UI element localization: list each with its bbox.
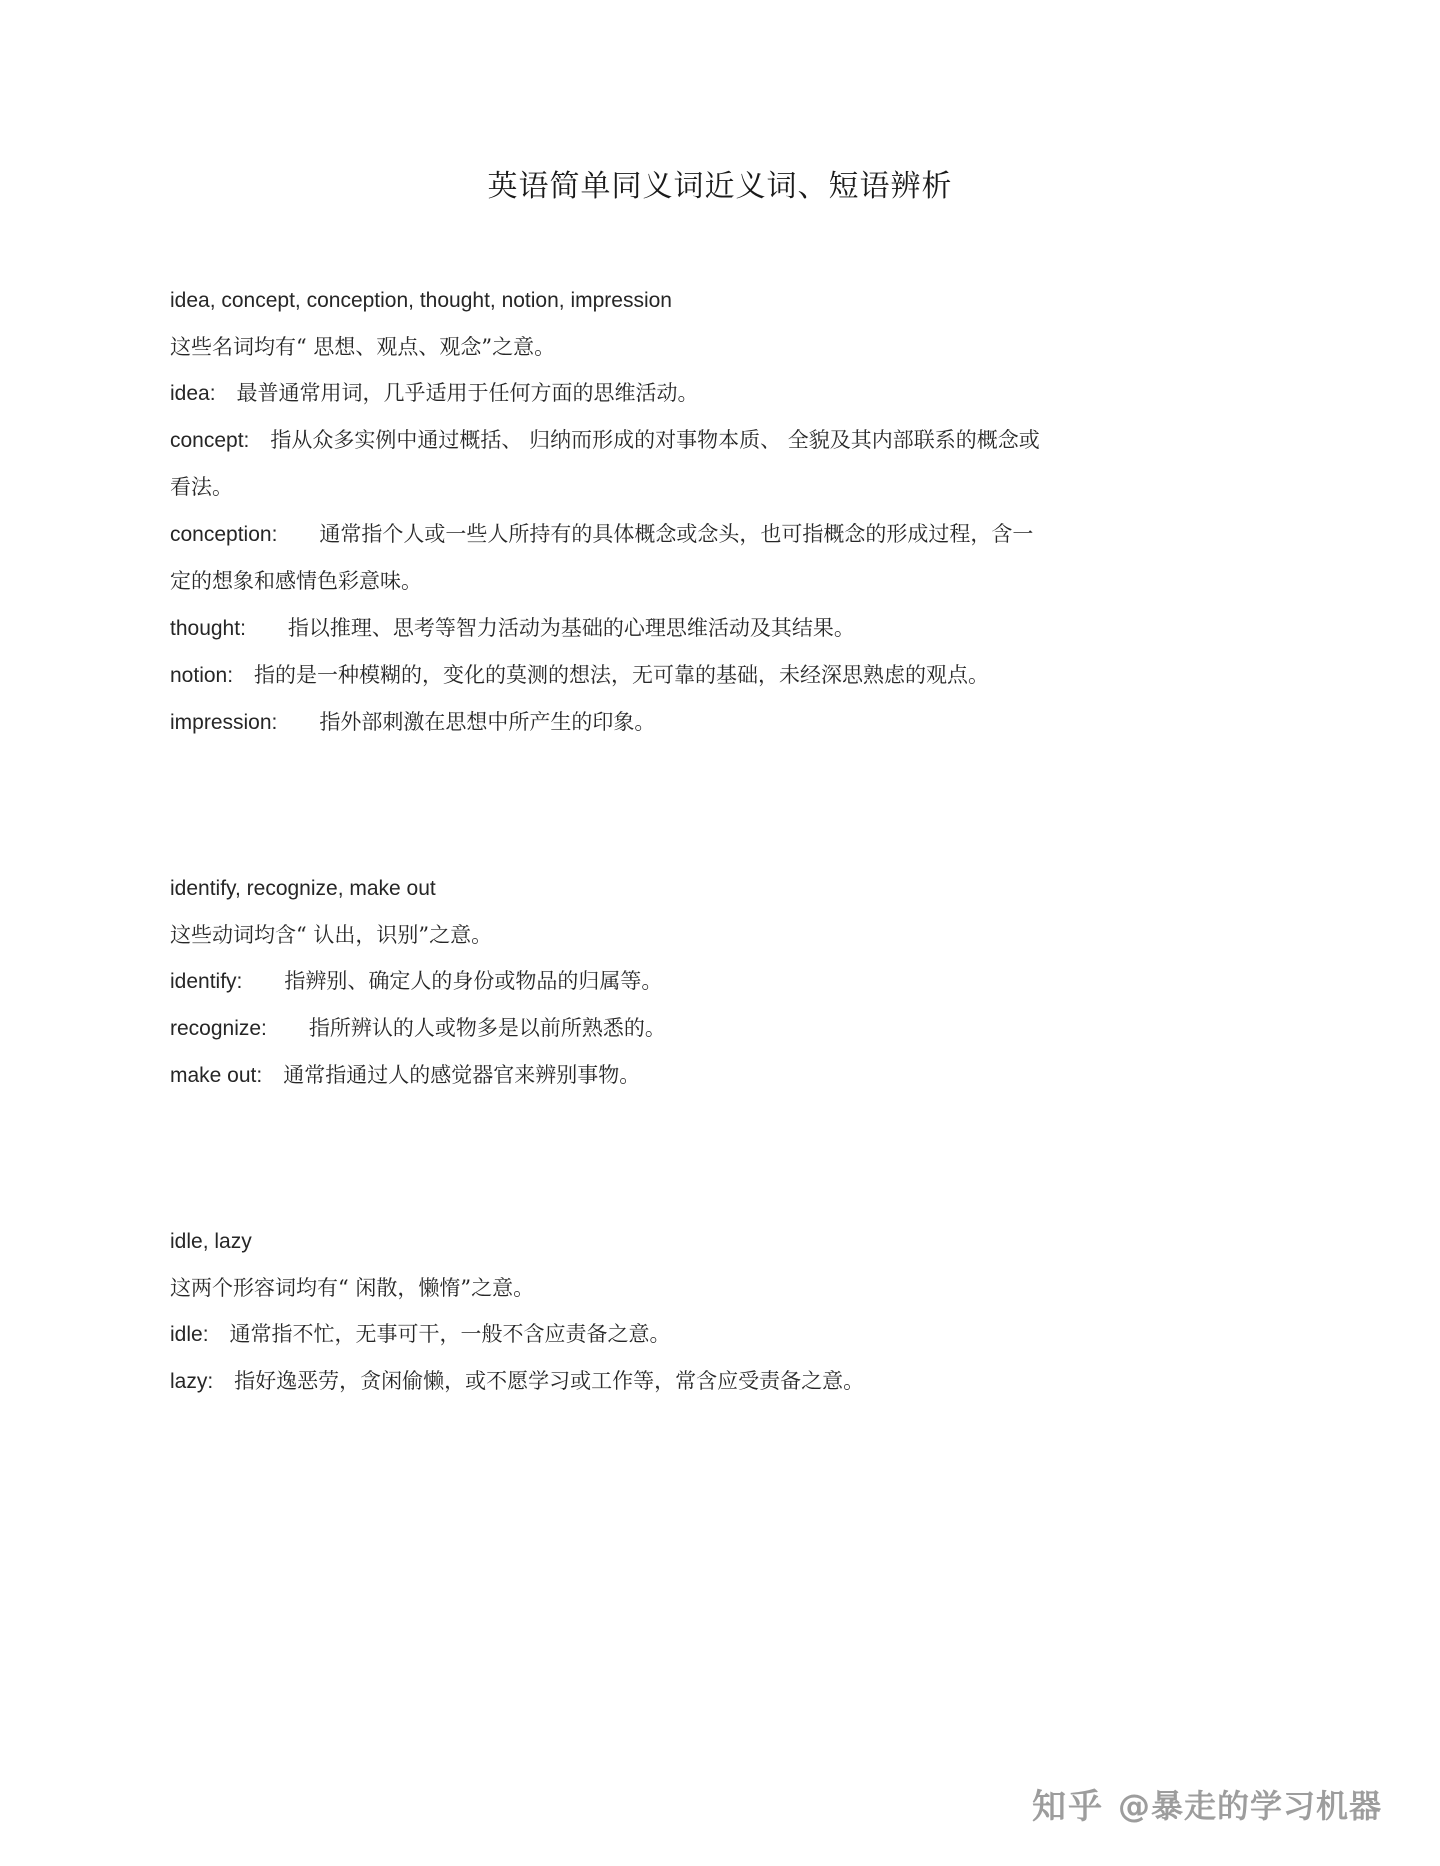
definition-term: conception: (170, 523, 278, 546)
definition-gloss: 指好逸恶劳，贪闲偷懒，或不愿学习或工作等，常含应受责备之意。 (213, 1369, 865, 1393)
section-block (170, 1219, 1270, 1405)
definition-gloss: 指辨别、确定人的身份或物品的归属等。 (242, 969, 663, 993)
page-title: 英语简单同义词近义词、短语辨析 (487, 169, 953, 204)
definition-term: idle: (170, 1323, 209, 1346)
definition-row (170, 652, 1050, 699)
definition-row (170, 1052, 1050, 1099)
definition-row (170, 1311, 1050, 1358)
definition-gloss: 指所辨认的人或物多是以前所熟悉的。 (266, 1016, 666, 1040)
definition-row (170, 511, 1050, 605)
section-spacer (170, 1099, 1270, 1219)
definition-row (170, 370, 1050, 417)
definition-term: make out: (170, 1064, 263, 1087)
definition-row (170, 1358, 1050, 1405)
section-block (170, 866, 1270, 1099)
watermark-handle: @暴走的学习机器 (1117, 1786, 1382, 1825)
definition-gloss: 通常指个人或一些人所持有的具体概念或念头，也可指概念的形成过程，含一定的想象和感情色彩意味。 (170, 522, 1034, 593)
section-summary: 这些动词均含“ 认出，识别”之意。 (170, 923, 493, 947)
definition-row (170, 417, 1050, 511)
definition-gloss: 通常指通过人的感觉器官来辨别事物。 (262, 1063, 641, 1087)
definition-term: notion: (170, 664, 234, 687)
definition-row (170, 605, 1050, 652)
section-spacer (170, 746, 1270, 866)
definition-row (170, 699, 1050, 746)
section-block (170, 278, 1270, 746)
definition-row (170, 958, 1050, 1005)
section-headword: idea, concept, conception, thought, notion, impression (170, 289, 672, 312)
section-headword: identify, recognize, make out (170, 877, 436, 900)
definition-gloss: 通常指不忙，无事可干，一般不含应责备之意。 (208, 1322, 671, 1346)
zhihu-logo: 知乎 (1031, 1787, 1104, 1827)
definition-gloss: 指的是一种模糊的，变化的莫测的想法，无可靠的基础，未经深思熟虑的观点。 (233, 663, 990, 687)
section-summary: 这两个形容词均有“ 闲散，懒惰”之意。 (170, 1276, 535, 1300)
section-summary: 这些名词均有“ 思想、观点、观念”之意。 (170, 335, 556, 359)
definition-gloss: 指外部刺激在思想中所产生的印象。 (277, 710, 656, 734)
definition-term: thought: (170, 617, 246, 640)
definition-term: lazy: (170, 1370, 214, 1393)
definition-gloss: 指以推理、思考等智力活动为基础的心理思维活动及其结果。 (245, 616, 855, 640)
definition-term: recognize: (170, 1017, 267, 1040)
definition-term: idea: (170, 382, 216, 405)
definition-term: identify: (170, 970, 243, 993)
definition-gloss: 最普通常用词，几乎适用于任何方面的思维活动。 (215, 381, 699, 405)
definition-term: concept: (170, 429, 250, 452)
definition-term: impression: (170, 711, 278, 734)
section-headword: idle, lazy (170, 1230, 252, 1253)
definition-row (170, 1005, 1050, 1052)
document-body (0, 278, 1440, 1405)
definition-gloss: 指从众多实例中通过概括、 归纳而形成的对事物本质、 全貌及其内部联系的概念或看法。 (170, 428, 1040, 499)
watermark (1032, 1779, 1382, 1828)
